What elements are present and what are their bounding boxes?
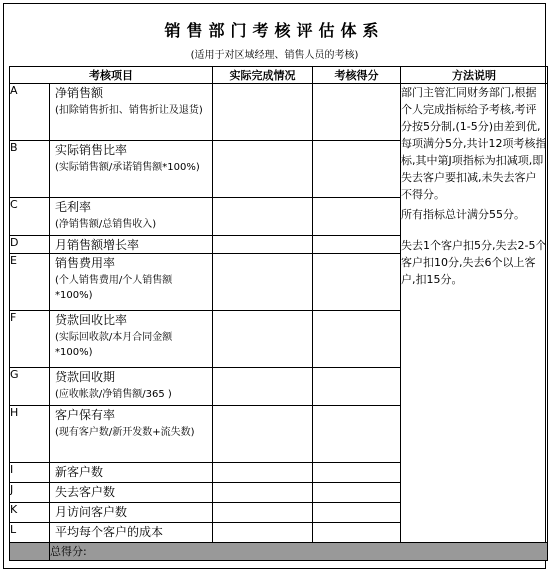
actual-input-cell[interactable]	[213, 141, 313, 198]
row-item-name: 新客户数	[55, 465, 104, 479]
score-input-cell[interactable]	[313, 254, 401, 311]
row-code: J	[10, 483, 50, 503]
row-item-formula: (现有客户数/新开发数+流失数)	[55, 427, 195, 438]
row-code: B	[10, 141, 50, 198]
table-row	[10, 84, 548, 141]
document-frame	[3, 3, 546, 569]
row-code: D	[10, 236, 50, 254]
row-item-formula: (个人销售费用/个人销售额*100%)	[55, 275, 173, 301]
row-item-cell	[50, 236, 213, 254]
actual-input-cell[interactable]	[213, 311, 313, 368]
row-item-cell	[50, 523, 213, 543]
row-item-name: 月访问客户数	[55, 505, 128, 519]
row-item-cell	[50, 311, 213, 368]
score-input-cell[interactable]	[313, 368, 401, 406]
row-code: C	[10, 198, 50, 236]
row-code: L	[10, 523, 50, 543]
row-item-name: 销售费用率	[55, 256, 116, 270]
row-item-cell	[50, 406, 213, 463]
header-method: 方法说明	[401, 67, 548, 84]
actual-input-cell[interactable]	[213, 368, 313, 406]
page-subtitle: (适用于对区域经理、销售人员的考核)	[190, 50, 359, 61]
method-description	[401, 84, 548, 543]
row-item-name: 实际销售比率	[55, 143, 128, 157]
actual-input-cell[interactable]	[213, 503, 313, 523]
row-code: K	[10, 503, 50, 523]
total-code-cell	[10, 543, 50, 561]
row-item-cell	[50, 368, 213, 406]
score-input-cell[interactable]	[313, 483, 401, 503]
score-input-cell[interactable]	[313, 84, 401, 141]
actual-input-cell[interactable]	[213, 523, 313, 543]
row-code: F	[10, 311, 50, 368]
actual-input-cell[interactable]	[213, 198, 313, 236]
row-item-cell	[50, 141, 213, 198]
row-item-name: 贷款回收期	[55, 370, 116, 384]
header-score: 考核得分	[313, 67, 401, 84]
header-actual: 实际完成情况	[213, 67, 313, 84]
actual-input-cell[interactable]	[213, 463, 313, 483]
row-item-name: 贷款回收比率	[55, 313, 128, 327]
row-item-cell	[50, 463, 213, 483]
row-item-formula: (应收帐款/净销售额/365 )	[55, 389, 172, 400]
score-input-cell[interactable]	[313, 236, 401, 254]
score-input-cell[interactable]	[313, 406, 401, 463]
row-item-name: 毛利率	[55, 200, 92, 214]
header-item: 考核项目	[10, 67, 213, 84]
method-paragraph: 所有指标总计满分55分。	[401, 208, 525, 221]
row-code: A	[10, 84, 50, 141]
row-item-formula: (实际销售额/承诺销售额*100%)	[55, 162, 200, 173]
row-code: E	[10, 254, 50, 311]
row-item-cell	[50, 198, 213, 236]
row-item-name: 平均每个客户的成本	[55, 525, 164, 539]
row-item-name: 客户保有率	[55, 408, 116, 422]
row-item-formula: (扣除销售折扣、销售折让及退货)	[55, 105, 203, 116]
row-code: I	[10, 463, 50, 483]
score-input-cell[interactable]	[313, 503, 401, 523]
row-item-formula: (实际回收款/本月合同金额*100%)	[55, 332, 173, 358]
total-row	[10, 543, 548, 561]
row-item-name: 月销售额增长率	[55, 238, 140, 252]
score-input-cell[interactable]	[313, 141, 401, 198]
row-item-cell	[50, 254, 213, 311]
row-code: H	[10, 406, 50, 463]
method-paragraph: 失去1个客户扣5分,失去2-5个客户扣10分,失去6个以上客户,扣15分。	[401, 239, 547, 286]
row-item-cell	[50, 483, 213, 503]
page-title: 销售部门考核评估体系	[164, 21, 385, 40]
actual-input-cell[interactable]	[213, 406, 313, 463]
row-item-name: 失去客户数	[55, 485, 116, 499]
actual-input-cell[interactable]	[213, 236, 313, 254]
method-paragraph: 部门主管汇同财务部门,根据个人完成指标给予考核,考评分按5分制,(1-5分)由差到优,每项满分5分,共计12项考核指标,其中第J项指标为扣减项,即失去客户要扣减,未失去客户不得分。	[401, 86, 547, 201]
actual-input-cell[interactable]	[213, 483, 313, 503]
header-row	[10, 67, 548, 84]
score-input-cell[interactable]	[313, 463, 401, 483]
actual-input-cell[interactable]	[213, 254, 313, 311]
total-score-label: 总得分:	[50, 543, 548, 561]
row-item-cell	[50, 84, 213, 141]
row-item-cell	[50, 503, 213, 523]
score-input-cell[interactable]	[313, 311, 401, 368]
actual-input-cell[interactable]	[213, 84, 313, 141]
assessment-table	[9, 66, 548, 561]
row-item-name: 净销售额	[55, 86, 104, 100]
row-item-formula: (净销售额/总销售收入)	[55, 219, 157, 230]
score-input-cell[interactable]	[313, 523, 401, 543]
score-input-cell[interactable]	[313, 198, 401, 236]
row-code: G	[10, 368, 50, 406]
